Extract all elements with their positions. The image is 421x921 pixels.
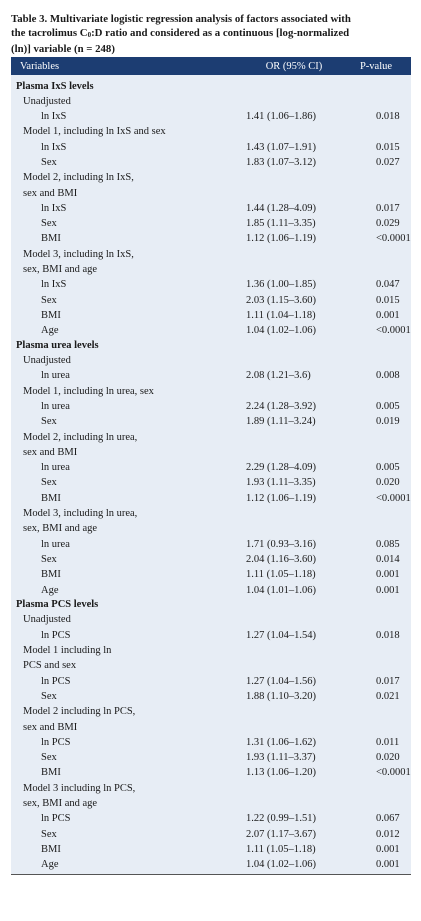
row-pvalue: 0.020 xyxy=(376,752,400,764)
row-pvalue: 0.011 xyxy=(376,736,400,748)
row-pvalue: 0.015 xyxy=(376,141,400,153)
table-row xyxy=(11,155,411,170)
row-variable: Plasma IxS levels xyxy=(16,80,94,92)
row-odds-ratio: 1.43 (1.07–1.91) xyxy=(246,141,316,153)
row-variable: Sex xyxy=(41,156,57,168)
row-variable: Sex xyxy=(41,477,57,489)
row-odds-ratio: 1.04 (1.01–1.06) xyxy=(246,584,316,596)
header-pvalue: P-value xyxy=(359,60,393,72)
row-odds-ratio: 1.44 (1.28–4.09) xyxy=(246,202,316,214)
table-row xyxy=(11,765,411,780)
table-row xyxy=(11,704,411,719)
row-variable: sex, BMI and age xyxy=(23,797,98,809)
row-variable: ln PCS xyxy=(41,736,71,748)
row-variable: BMI xyxy=(41,309,61,321)
caption-line-1: Table 3. Multivariate logistic regression analysis of factors associated with xyxy=(11,13,351,25)
section-header-row xyxy=(11,338,411,353)
row-variable: Unadjusted xyxy=(23,614,71,626)
row-odds-ratio: 2.24 (1.28–3.92) xyxy=(246,400,316,412)
row-pvalue: 0.067 xyxy=(376,813,400,825)
table-row xyxy=(11,612,411,627)
table-row xyxy=(11,185,411,200)
row-odds-ratio: 1.83 (1.07–3.12) xyxy=(246,156,316,168)
row-pvalue: 0.085 xyxy=(376,538,400,550)
row-odds-ratio: 1.04 (1.02–1.06) xyxy=(246,859,316,871)
row-pvalue: <0.0001 xyxy=(376,492,411,504)
row-pvalue: 0.018 xyxy=(376,629,400,641)
row-variable: PCS and sex xyxy=(23,660,77,672)
row-variable: Age xyxy=(41,584,59,596)
table-row xyxy=(11,292,411,307)
row-pvalue: <0.0001 xyxy=(376,767,411,779)
table-body xyxy=(11,75,411,875)
row-pvalue: 0.017 xyxy=(376,202,400,214)
table-row xyxy=(11,582,411,597)
table-row xyxy=(11,277,411,292)
row-variable: Model 1, including ln IxS and sex xyxy=(23,126,166,138)
table-row xyxy=(11,247,411,262)
table-row xyxy=(11,475,411,490)
row-odds-ratio: 1.31 (1.06–1.62) xyxy=(246,736,316,748)
row-pvalue: 0.001 xyxy=(376,584,400,596)
row-variable: ln PCS xyxy=(41,675,71,687)
table-row xyxy=(11,368,411,383)
row-odds-ratio: 2.04 (1.16–3.60) xyxy=(246,553,316,565)
row-pvalue: 0.005 xyxy=(376,400,400,412)
table-row xyxy=(11,109,411,124)
row-pvalue: 0.047 xyxy=(376,279,400,291)
row-odds-ratio: 1.12 (1.06–1.19) xyxy=(246,492,316,504)
table-row xyxy=(11,537,411,552)
table-row xyxy=(11,811,411,826)
row-variable: ln IxS xyxy=(41,279,67,291)
table-row xyxy=(11,216,411,231)
row-pvalue: 0.015 xyxy=(376,294,400,306)
table-row xyxy=(11,445,411,460)
row-pvalue: 0.019 xyxy=(376,416,400,428)
row-variable: Model 2, including ln IxS, xyxy=(23,172,134,184)
table-row xyxy=(11,643,411,658)
table-row xyxy=(11,673,411,688)
row-odds-ratio: 1.85 (1.11–3.35) xyxy=(246,218,316,230)
caption-line-2-start: the tacrolimus C xyxy=(11,27,88,39)
header-variables: Variables xyxy=(20,60,60,72)
row-pvalue: 0.001 xyxy=(376,569,400,581)
row-pvalue: 0.001 xyxy=(376,843,400,855)
row-variable: sex and BMI xyxy=(23,187,78,199)
row-variable: Model 2, including ln urea, xyxy=(23,431,138,443)
row-odds-ratio: 1.27 (1.04–1.56) xyxy=(246,675,316,687)
row-variable: BMI xyxy=(41,492,61,504)
row-variable: ln urea xyxy=(41,538,70,550)
table-row xyxy=(11,124,411,139)
row-pvalue: 0.021 xyxy=(376,690,400,702)
table-row xyxy=(11,429,411,444)
row-odds-ratio: 1.93 (1.11–3.35) xyxy=(246,477,316,489)
row-odds-ratio: 2.29 (1.28–4.09) xyxy=(246,462,316,474)
row-pvalue: 0.001 xyxy=(376,859,400,871)
caption-line-3: (ln)] variable (n = 248) xyxy=(11,43,115,55)
table-row xyxy=(11,94,411,109)
row-variable: Sex xyxy=(41,218,57,230)
row-odds-ratio: 1.22 (0.99–1.51) xyxy=(246,813,316,825)
row-pvalue: 0.029 xyxy=(376,218,400,230)
row-variable: Model 1 including ln xyxy=(23,645,112,657)
row-variable: ln urea xyxy=(41,400,70,412)
table-row xyxy=(11,506,411,521)
row-variable: Model 3 including ln PCS, xyxy=(23,782,136,794)
row-pvalue: 0.017 xyxy=(376,675,400,687)
row-variable: Age xyxy=(41,859,59,871)
table-row xyxy=(11,567,411,582)
row-variable: Model 1, including ln urea, sex xyxy=(23,385,154,397)
table-row xyxy=(11,353,411,368)
row-variable: Model 3, including ln IxS, xyxy=(23,248,134,260)
row-variable: ln urea xyxy=(41,370,70,382)
row-variable: Plasma PCS levels xyxy=(16,599,99,611)
table-row xyxy=(11,201,411,216)
row-variable: Unadjusted xyxy=(23,355,71,367)
row-odds-ratio: 1.89 (1.11–3.24) xyxy=(246,416,316,428)
caption-line-2-end: :D ratio and considered as a continuous [log-normalized xyxy=(91,27,350,39)
row-odds-ratio: 2.03 (1.15–3.60) xyxy=(246,294,316,306)
table-row xyxy=(11,735,411,750)
table-row xyxy=(11,750,411,765)
row-variable: Plasma urea levels xyxy=(16,340,99,352)
section-header-row xyxy=(11,79,411,94)
row-variable: BMI xyxy=(41,767,61,779)
row-variable: Sex xyxy=(41,690,57,702)
row-variable: ln PCS xyxy=(41,813,71,825)
table-row xyxy=(11,491,411,506)
row-variable: sex and BMI xyxy=(23,446,78,458)
table-caption xyxy=(11,12,411,56)
row-variable: BMI xyxy=(41,569,61,581)
table-row xyxy=(11,384,411,399)
row-variable: sex and BMI xyxy=(23,721,78,733)
table-row xyxy=(11,323,411,338)
row-odds-ratio: 2.07 (1.17–3.67) xyxy=(246,828,316,840)
section-header-row xyxy=(11,598,411,613)
row-pvalue: 0.012 xyxy=(376,828,400,840)
caption-subscript: 0 xyxy=(87,31,92,39)
row-odds-ratio: 1.11 (1.05–1.18) xyxy=(246,569,316,581)
row-odds-ratio: 1.04 (1.02–1.06) xyxy=(246,325,316,337)
row-odds-ratio: 1.12 (1.06–1.19) xyxy=(246,233,316,245)
row-variable: ln IxS xyxy=(41,111,67,123)
row-odds-ratio: 1.88 (1.10–3.20) xyxy=(246,690,316,702)
row-pvalue: 0.001 xyxy=(376,309,400,321)
row-pvalue: <0.0001 xyxy=(376,233,411,245)
table-row xyxy=(11,231,411,246)
row-odds-ratio: 1.13 (1.06–1.20) xyxy=(246,767,316,779)
row-odds-ratio: 1.36 (1.00–1.85) xyxy=(246,279,316,291)
row-odds-ratio: 1.11 (1.05–1.18) xyxy=(246,843,316,855)
row-pvalue: 0.020 xyxy=(376,477,400,489)
table-row xyxy=(11,781,411,796)
row-variable: Sex xyxy=(41,828,57,840)
table-row xyxy=(11,628,411,643)
row-variable: BMI xyxy=(41,843,61,855)
row-variable: Sex xyxy=(41,553,57,565)
row-variable: sex, BMI and age xyxy=(23,523,98,535)
table-row xyxy=(11,308,411,323)
row-pvalue: 0.027 xyxy=(376,156,400,168)
row-pvalue: 0.018 xyxy=(376,111,400,123)
row-pvalue: 0.014 xyxy=(376,553,400,565)
row-variable: Model 3, including ln urea, xyxy=(23,508,138,520)
row-variable: ln PCS xyxy=(41,629,71,641)
row-odds-ratio: 1.27 (1.04–1.54) xyxy=(246,629,316,641)
row-odds-ratio: 1.71 (0.93–3.16) xyxy=(246,538,316,550)
row-variable: Unadjusted xyxy=(23,95,71,107)
row-odds-ratio: 2.08 (1.21–3.6) xyxy=(246,370,311,382)
row-pvalue: 0.005 xyxy=(376,462,400,474)
table-row xyxy=(11,414,411,429)
table-row xyxy=(11,842,411,857)
table-header xyxy=(11,57,411,75)
row-variable: Sex xyxy=(41,294,57,306)
caption-line-2 xyxy=(11,26,411,42)
row-variable: ln IxS xyxy=(41,141,67,153)
row-odds-ratio: 1.41 (1.06–1.86) xyxy=(246,111,316,123)
table-row xyxy=(11,719,411,734)
table-row xyxy=(11,552,411,567)
row-variable: sex, BMI and age xyxy=(23,264,98,275)
table-row xyxy=(11,658,411,673)
row-variable: Model 2 including ln PCS, xyxy=(23,706,136,718)
table-row xyxy=(11,170,411,185)
table-row xyxy=(11,262,411,277)
row-variable: ln urea xyxy=(41,462,70,474)
row-odds-ratio: 1.93 (1.11–3.37) xyxy=(246,752,316,764)
row-pvalue: 0.008 xyxy=(376,370,400,382)
table-row xyxy=(11,399,411,414)
header-or: OR (95% CI) xyxy=(265,60,323,72)
row-variable: Sex xyxy=(41,752,57,764)
table-row xyxy=(11,796,411,811)
row-variable: Age xyxy=(41,325,59,337)
table-row xyxy=(11,139,411,154)
row-variable: Sex xyxy=(41,416,57,428)
table-row xyxy=(11,689,411,704)
row-odds-ratio: 1.11 (1.04–1.18) xyxy=(246,309,316,321)
row-variable: ln IxS xyxy=(41,202,67,214)
table-row xyxy=(11,521,411,536)
table-row xyxy=(11,460,411,475)
table-row xyxy=(11,826,411,841)
row-variable: BMI xyxy=(41,233,61,245)
row-pvalue: <0.0001 xyxy=(376,325,411,337)
table-row xyxy=(11,857,411,872)
